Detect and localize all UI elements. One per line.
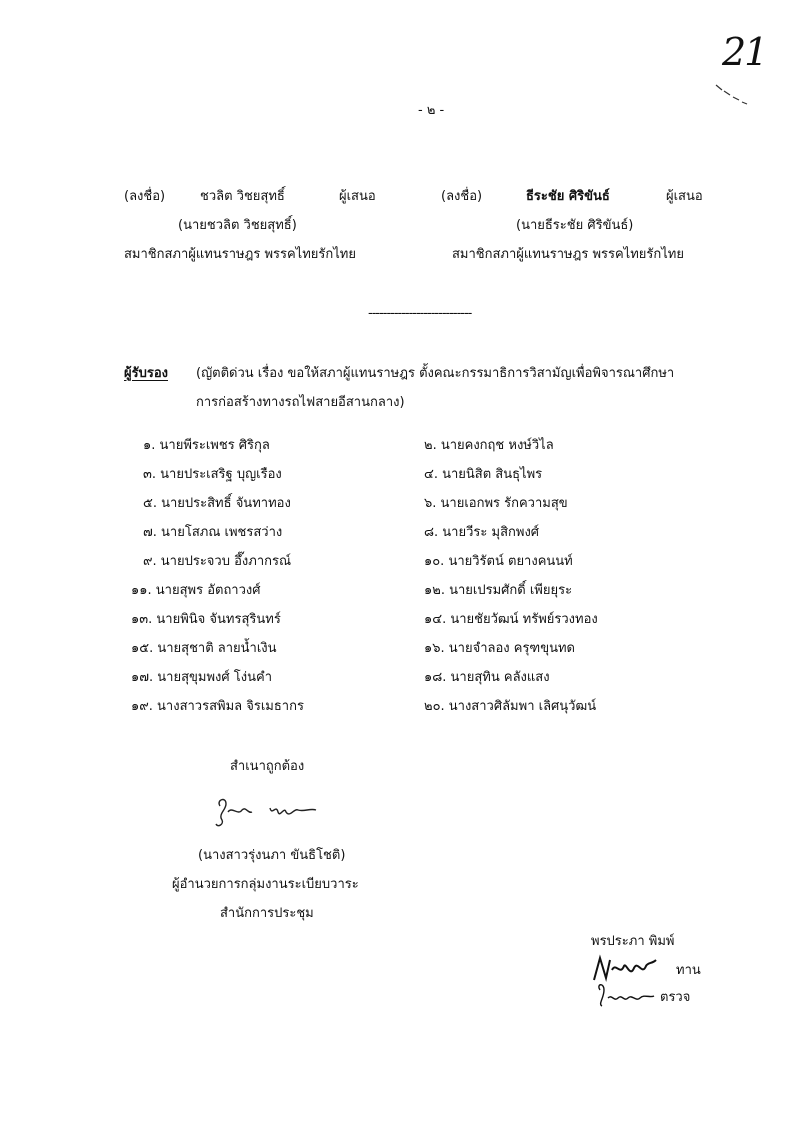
endorser-16: ๑๖. นายจำลอง ครุฑขุนทด xyxy=(424,641,575,656)
endorser-8: ๘. นายวีระ มุสิกพงศ์ xyxy=(424,525,540,540)
certifier-name: (นางสาวรุ่งนภา ขันธิโชติ) xyxy=(198,848,346,863)
certifier-signature xyxy=(212,794,322,834)
section-divider: ---------------------------- xyxy=(368,306,472,321)
endorsers-heading: ผู้รับรอง xyxy=(124,366,168,381)
endorser-17: ๑๗. นายสุขุมพงศ์ โง่นคำ xyxy=(131,670,273,685)
right-position: สมาชิกสภาผู้แทนราษฎร พรรคไทยรักไทย xyxy=(452,247,684,262)
endorser-14: ๑๔. นายชัยวัฒน์ ทรัพย์รวงทอง xyxy=(424,612,598,627)
left-full-name: (นายชวลิต วิชยสุทธิ์) xyxy=(178,218,297,233)
certifier-title: ผู้อำนวยการกลุ่มงานระเบียบวาระ xyxy=(172,877,359,892)
endorser-15: ๑๕. นายสุชาติ ลายน้ำเงิน xyxy=(131,641,277,656)
endorser-4: ๔. นายนิสิต สินธุไพร xyxy=(424,467,543,482)
motion-subject-line2: การก่อสร้างทางรถไฟสายอีสานกลาง) xyxy=(196,395,405,410)
page-number: - ๒ - xyxy=(418,103,445,118)
endorser-19: ๑๙. นางสาวรสพิมล จิรเมธากร xyxy=(131,699,304,714)
endorser-11: ๑๑. นายสุพร อัตถาวงศ์ xyxy=(131,583,261,598)
endorser-2: ๒. นายคงกฤช หงษ์วิไล xyxy=(424,438,554,453)
check-label: ตรวจ xyxy=(660,990,691,1005)
endorser-13: ๑๓. นายพินิจ จันทรสุรินทร์ xyxy=(131,612,281,627)
endorser-1: ๑. นายพีระเพชร ศิริกุล xyxy=(143,438,270,453)
motion-subject-line1: (ญัตติด่วน เรื่อง ขอให้สภาผู้แทนราษฎร ตั้งคณะกรรมาธิการวิสามัญเพื่อพิจารณาศึกษา xyxy=(196,366,675,381)
left-role: ผู้เสนอ xyxy=(339,189,376,204)
checker-signature xyxy=(594,980,658,1010)
endorser-9: ๙. นายประจวบ อึ๊งภากรณ์ xyxy=(143,554,292,569)
right-sign-label: (ลงชื่อ) xyxy=(441,189,483,204)
endorser-18: ๑๘. นายสุทิน คลังแสง xyxy=(424,670,550,685)
handwritten-page-mark: 21 xyxy=(722,30,767,74)
endorser-7: ๗. นายโสภณ เพชรสว่าง xyxy=(143,525,283,540)
right-role: ผู้เสนอ xyxy=(666,189,703,204)
right-full-name: (นายธีระชัย ศิริขันธ์) xyxy=(516,218,634,233)
pen-mark-scribble xyxy=(714,82,750,110)
review-label: ทาน xyxy=(676,963,701,978)
left-sign-name: ชวลิต วิชยสุทธิ์ xyxy=(200,189,285,204)
left-position: สมาชิกสภาผู้แทนราษฎร พรรคไทยรักไทย xyxy=(124,247,356,262)
typist-name: พรประภา พิมพ์ xyxy=(591,934,675,949)
certified-copy-label: สำเนาถูกต้อง xyxy=(230,759,305,774)
left-sign-label: (ลงชื่อ) xyxy=(124,189,166,204)
endorser-10: ๑๐. นายวิรัตน์ ตยางคนนท์ xyxy=(424,554,573,569)
endorser-3: ๓. นายประเสริฐ บุญเรือง xyxy=(143,467,282,482)
endorser-5: ๕. นายประสิทธิ์ จันทาทอง xyxy=(143,496,291,511)
endorser-6: ๖. นายเอกพร รักความสุข xyxy=(424,496,568,511)
certifier-office: สำนักการประชุม xyxy=(220,906,314,921)
endorser-12: ๑๒. นายเปรมศักดิ์ เพียยุระ xyxy=(424,583,573,598)
endorser-20: ๒๐. นางสาวศิลัมพา เลิศนุวัฒน์ xyxy=(424,699,597,714)
right-sign-name: ธีระชัย ศิริขันธ์ xyxy=(526,189,610,204)
